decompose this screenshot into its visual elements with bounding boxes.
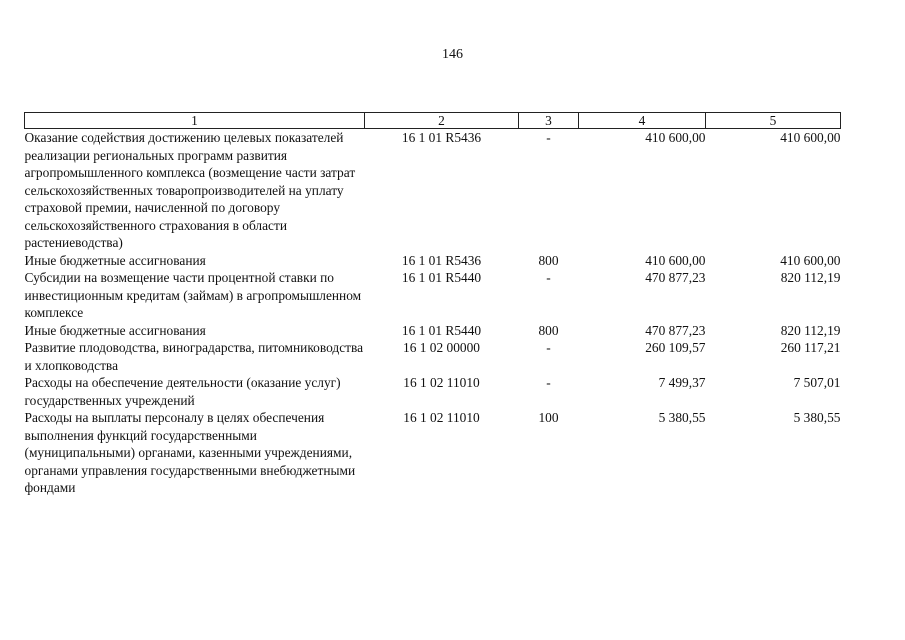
- row-sum-1: 470 877,23: [645, 270, 706, 285]
- row-code: 16 1 01 R5440: [401, 322, 482, 338]
- row-code: 16 1 02 11010: [403, 375, 480, 390]
- header-col-2: 2: [365, 113, 519, 129]
- table-row: [25, 339, 841, 374]
- row-name: Иные бюджетные ассигнования: [24, 322, 206, 338]
- table-row: [25, 269, 841, 322]
- row-sum-1: 5 380,55: [658, 410, 706, 425]
- header-col-4: 4: [579, 113, 706, 129]
- row-sum-2: 260 117,21: [780, 340, 841, 355]
- table-row: [25, 129, 841, 252]
- row-code: 16 1 01 R5436: [401, 252, 482, 268]
- row-code: 16 1 01 R5440: [401, 270, 482, 285]
- row-code: 16 1 02 00000: [403, 340, 480, 355]
- table-row: [25, 252, 841, 270]
- row-expense-type: -: [546, 340, 551, 355]
- row-sum-2: 5 380,55: [793, 410, 841, 425]
- row-name: Субсидии на возмещение части процентной ставки по инвестиционным кредитам (займам) в агропромышленном комплексе: [24, 270, 362, 320]
- table-row: [25, 374, 841, 409]
- row-code: 16 1 02 11010: [403, 410, 480, 425]
- row-expense-type: -: [546, 375, 551, 390]
- row-name: Оказание содействия достижению целевых показателей реализации региональных программ развития агропромышленного комплекса (возмещение части затрат сельскохозяйственных товаропроизводителей на уплату страховой премии, начисленной по договору сельскохозяйственного страхования в области растениеводства): [24, 130, 356, 250]
- row-expense-type: -: [546, 270, 551, 285]
- header-col-5: 5: [706, 113, 841, 129]
- table-row: [25, 409, 841, 497]
- row-expense-type: -: [546, 130, 551, 145]
- header-col-3: 3: [519, 113, 579, 129]
- row-sum-2: 410 600,00: [780, 252, 841, 268]
- row-sum-2: 7 507,01: [793, 375, 841, 390]
- row-sum-2: 820 112,19: [780, 322, 841, 338]
- row-name: Расходы на обеспечение деятельности (оказание услуг) государственных учреждений: [24, 375, 341, 408]
- row-sum-2: 820 112,19: [780, 270, 841, 285]
- table-header-row: [25, 113, 841, 129]
- row-sum-1: 470 877,23: [645, 322, 706, 338]
- row-expense-type: 100: [538, 410, 559, 425]
- row-code: 16 1 01 R5436: [401, 130, 482, 145]
- row-expense-type: 800: [538, 322, 559, 338]
- table-row: [25, 322, 841, 340]
- page-number: 146: [442, 47, 463, 62]
- row-expense-type: 800: [538, 252, 559, 268]
- row-sum-1: 260 109,57: [645, 340, 706, 355]
- row-sum-1: 410 600,00: [645, 252, 706, 268]
- row-name: Иные бюджетные ассигнования: [24, 252, 206, 268]
- header-col-1: 1: [25, 113, 365, 129]
- row-sum-1: 410 600,00: [645, 130, 706, 145]
- budget-table: [24, 112, 841, 497]
- row-name: Расходы на выплаты персоналу в целях обеспечения выполнения функций государственными (муниципальными) органами, казенными учреждениями, органами управления государственными внебюджетными фондами: [24, 410, 356, 495]
- row-sum-2: 410 600,00: [780, 130, 841, 145]
- row-name: Развитие плодоводства, виноградарства, питомниководства и хлопководства: [24, 340, 364, 373]
- row-sum-1: 7 499,37: [658, 375, 706, 390]
